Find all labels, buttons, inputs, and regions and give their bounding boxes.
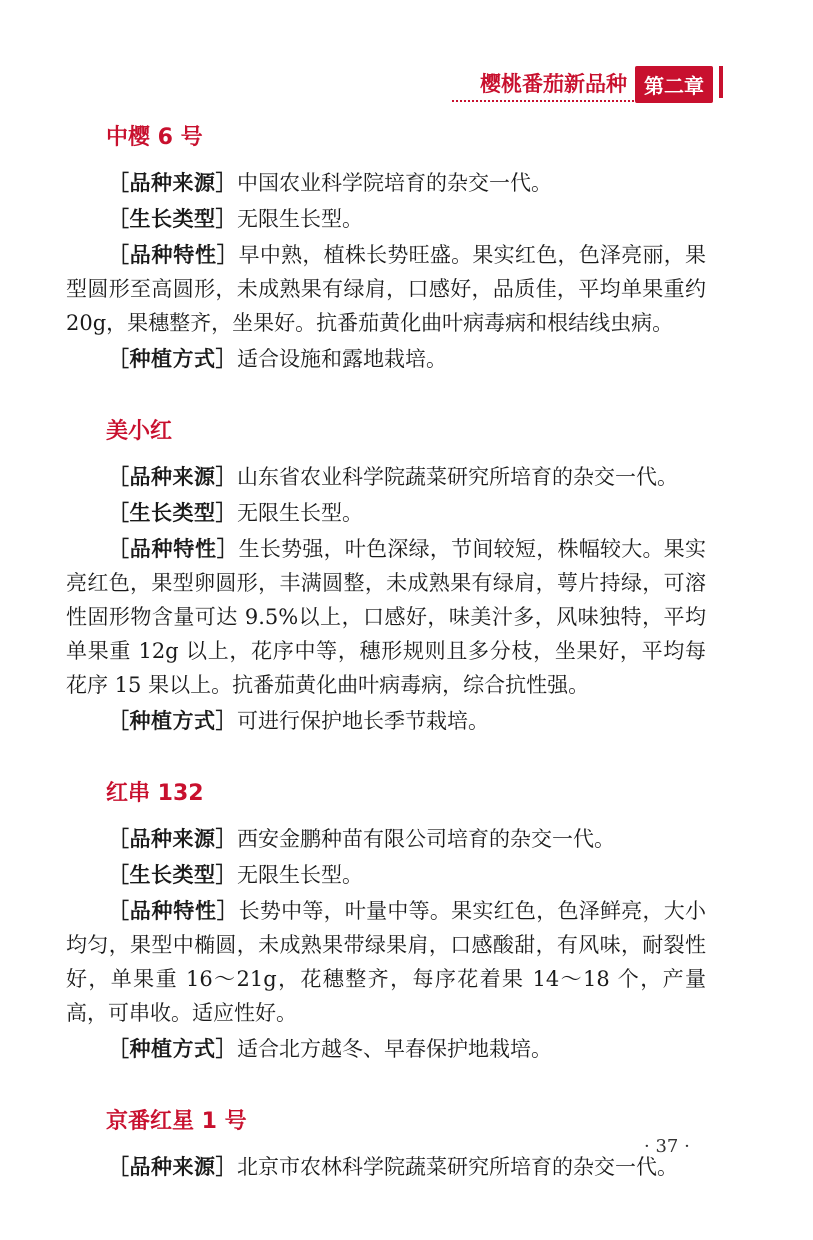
field-label: ［品种来源］ (108, 171, 237, 195)
variety-entry (66, 776, 706, 1066)
variety-planting (66, 704, 706, 738)
variety-entry (66, 120, 706, 376)
field-label: ［种植方式］ (108, 347, 237, 371)
field-label: ［品种来源］ (108, 827, 237, 851)
field-text: 西安金鹏种苗有限公司培育的杂交一代。 (237, 827, 615, 851)
book-title: 樱桃番茄新品种 (480, 71, 627, 96)
variety-traits (66, 238, 706, 340)
field-text: 中国农业科学院培育的杂交一代。 (237, 171, 552, 195)
variety-source (66, 822, 706, 856)
header-dotted-rule (452, 100, 702, 102)
field-text: 适合设施和露地栽培。 (237, 347, 447, 371)
field-label: ［生长类型］ (108, 207, 237, 231)
field-label: ［品种来源］ (108, 1155, 237, 1179)
page-content (66, 120, 706, 1222)
variety-source (66, 1150, 706, 1184)
variety-title: 京番红星 1 号 (106, 1109, 247, 1134)
field-text: 早中熟，植株长势旺盛。果实红色，色泽亮丽，果型圆形至高圆形，未成熟果有绿肩，口感好，品质佳，平均单果重约 20g，果穗整齐，坐果好。抗番茄黄化曲叶病毒病和根结线虫病。 (66, 243, 707, 335)
variety-source (66, 166, 706, 200)
running-header (480, 66, 713, 103)
field-text: 生长势强，叶色深绿，节间较短，株幅较大。果实亮红色，果型卵圆形，丰满圆整，未成熟果有绿肩，萼片持绿，可溶性固形物含量可达 9.5%以上，口感好，味美汁多，风味独特，平均单果重 12g 以上，花序中等，穗形规则且多分枝，坐果好，平均每花序 15 果以上。抗番茄黄化曲叶病毒病，综合抗性强。 (66, 537, 707, 697)
variety-planting (66, 342, 706, 376)
variety-entry (66, 414, 706, 738)
field-text: 长势中等，叶量中等。果实红色，色泽鲜亮，大小均匀，果型中椭圆，未成熟果带绿果肩，口感酸甜，有风味，耐裂性好，单果重 16～21g，花穗整齐，每序花着果 14～18 个，产量高，可串收。适应性好。 (66, 899, 707, 1025)
variety-traits (66, 532, 706, 702)
variety-title: 中樱 6 号 (106, 125, 203, 150)
field-label: ［种植方式］ (108, 709, 237, 733)
variety-growth-type (66, 858, 706, 892)
field-text: 北京市农林科学院蔬菜研究所培育的杂交一代。 (237, 1155, 678, 1179)
field-label: ［生长类型］ (108, 501, 237, 525)
page-number: · 37 · (644, 1136, 690, 1157)
field-text: 山东省农业科学院蔬菜研究所培育的杂交一代。 (237, 465, 678, 489)
field-label: ［品种特性］ (108, 899, 239, 923)
field-text: 可进行保护地长季节栽培。 (237, 709, 489, 733)
field-label: ［品种特性］ (108, 243, 239, 267)
field-text: 无限生长型。 (237, 207, 363, 231)
variety-growth-type (66, 202, 706, 236)
field-label: ［品种来源］ (108, 465, 237, 489)
field-text: 无限生长型。 (237, 501, 363, 525)
field-text: 无限生长型。 (237, 863, 363, 887)
chapter-label: 第二章 (635, 66, 713, 103)
field-label: ［种植方式］ (108, 1037, 237, 1061)
variety-title: 美小红 (106, 419, 173, 444)
variety-growth-type (66, 496, 706, 530)
field-label: ［品种特性］ (108, 537, 239, 561)
field-label: ［生长类型］ (108, 863, 237, 887)
field-text: 适合北方越冬、早春保护地栽培。 (237, 1037, 552, 1061)
variety-entry (66, 1104, 706, 1184)
variety-title: 红串 132 (106, 781, 204, 806)
variety-source (66, 460, 706, 494)
variety-planting (66, 1032, 706, 1066)
variety-traits (66, 894, 706, 1030)
chapter-bar-decoration (719, 66, 723, 98)
